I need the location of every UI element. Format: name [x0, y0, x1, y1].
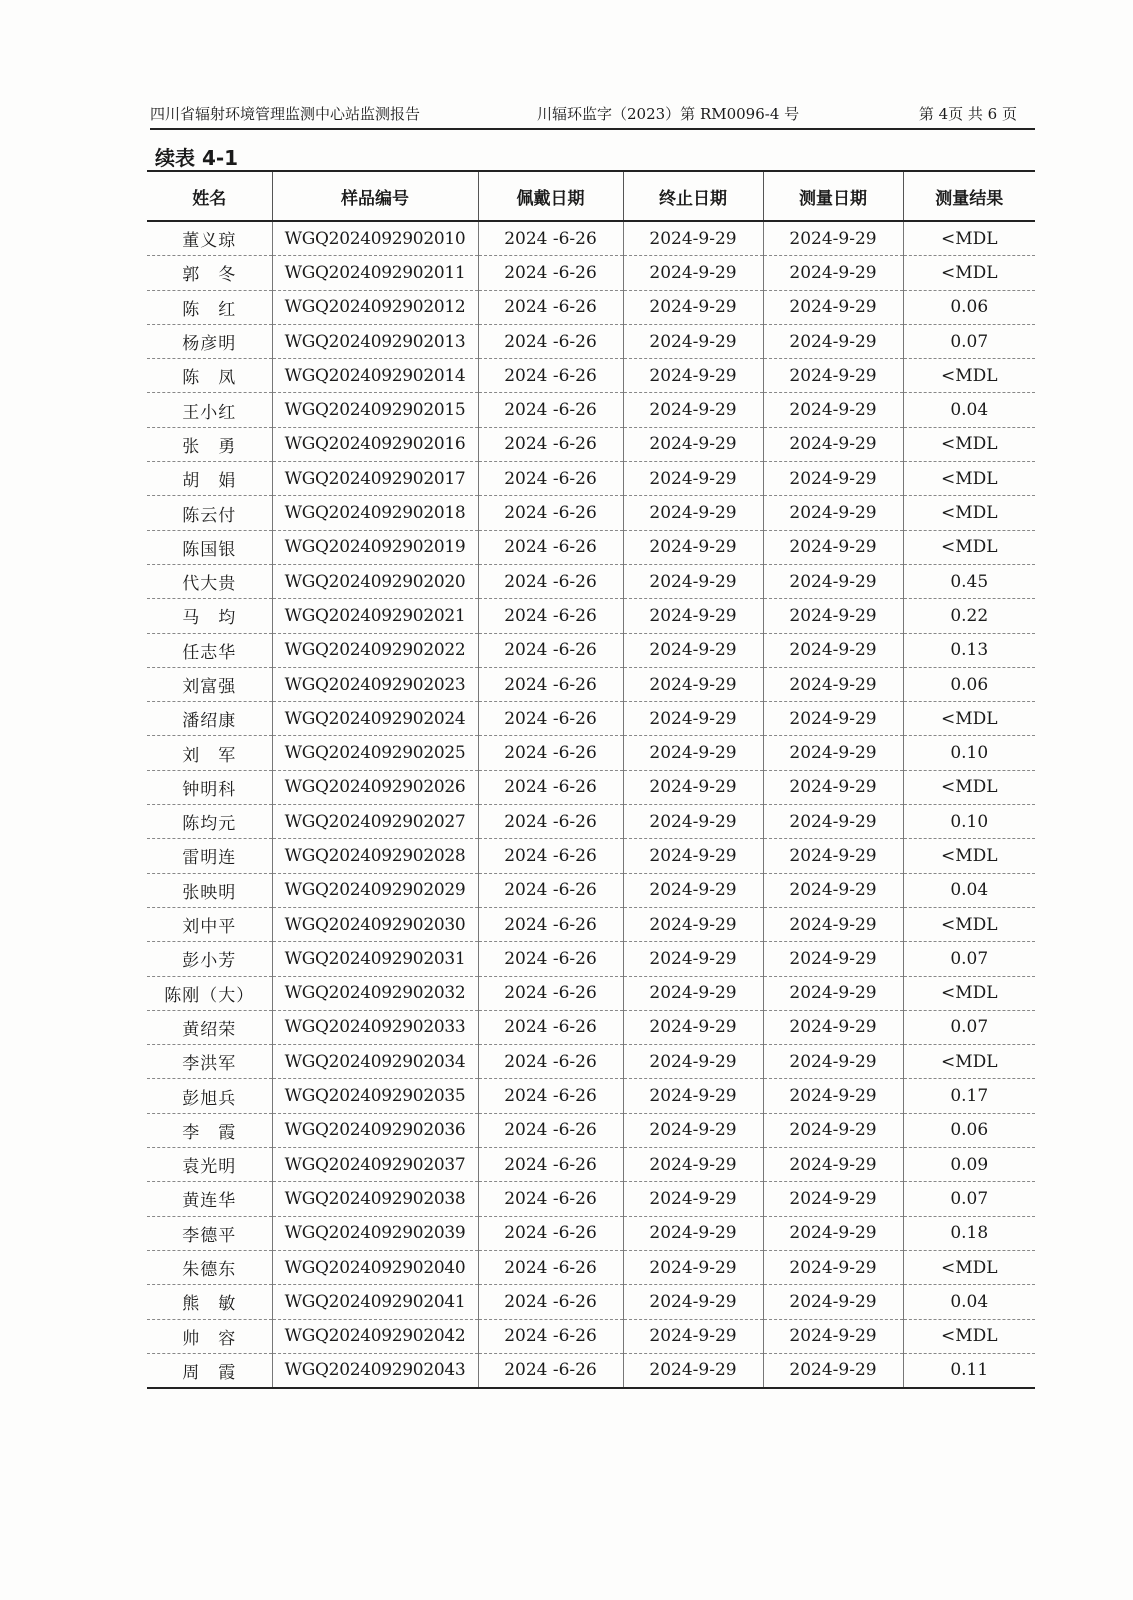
cell-result: 0.13: [903, 633, 1035, 667]
cell-result: 0.07: [903, 942, 1035, 976]
cell-measure-date: 2024-9-29: [763, 1079, 903, 1113]
table-row: [147, 1285, 1035, 1319]
cell-end-date: 2024-9-29: [623, 736, 763, 770]
cell-end-date: 2024-9-29: [623, 702, 763, 736]
table-row: [147, 359, 1035, 393]
cell-measure-date: 2024-9-29: [763, 462, 903, 496]
cell-result: <MDL: [903, 427, 1035, 461]
cell-result: 0.04: [903, 1285, 1035, 1319]
cell-end-date: 2024-9-29: [623, 564, 763, 598]
cell-result: <MDL: [903, 770, 1035, 804]
cell-end-date: 2024-9-29: [623, 839, 763, 873]
cell-measure-date: 2024-9-29: [763, 839, 903, 873]
table-row: [147, 1113, 1035, 1147]
cell-result: <MDL: [903, 976, 1035, 1010]
cell-end-date: 2024-9-29: [623, 1079, 763, 1113]
cell-measure-date: 2024-9-29: [763, 324, 903, 358]
cell-name: 张映明: [147, 873, 272, 907]
cell-result: 0.07: [903, 1010, 1035, 1044]
cell-wear-date: 2024 -6-26: [478, 1216, 623, 1250]
cell-wear-date: 2024 -6-26: [478, 427, 623, 461]
table-row: [147, 221, 1035, 256]
cell-result: 0.07: [903, 1182, 1035, 1216]
cell-result: <MDL: [903, 1319, 1035, 1353]
cell-sample-id: WGQ2024092902036: [272, 1113, 478, 1147]
table-row: [147, 1079, 1035, 1113]
table-row: [147, 667, 1035, 701]
cell-measure-date: 2024-9-29: [763, 1045, 903, 1079]
cell-wear-date: 2024 -6-26: [478, 667, 623, 701]
table-row: [147, 599, 1035, 633]
cell-wear-date: 2024 -6-26: [478, 1285, 623, 1319]
cell-wear-date: 2024 -6-26: [478, 976, 623, 1010]
cell-sample-id: WGQ2024092902013: [272, 324, 478, 358]
column-header-measure-date: 测量日期: [763, 171, 903, 221]
cell-result: <MDL: [903, 1045, 1035, 1079]
cell-name: 李 霞: [147, 1113, 272, 1147]
cell-end-date: 2024-9-29: [623, 1182, 763, 1216]
cell-wear-date: 2024 -6-26: [478, 1319, 623, 1353]
table-row: [147, 702, 1035, 736]
cell-sample-id: WGQ2024092902015: [272, 393, 478, 427]
cell-result: 0.09: [903, 1148, 1035, 1182]
cell-sample-id: WGQ2024092902035: [272, 1079, 478, 1113]
cell-sample-id: WGQ2024092902016: [272, 427, 478, 461]
cell-name: 彭旭兵: [147, 1079, 272, 1113]
table-row: [147, 530, 1035, 564]
cell-measure-date: 2024-9-29: [763, 496, 903, 530]
cell-result: 0.10: [903, 805, 1035, 839]
cell-measure-date: 2024-9-29: [763, 1216, 903, 1250]
cell-name: 陈刚（大）: [147, 976, 272, 1010]
cell-measure-date: 2024-9-29: [763, 393, 903, 427]
cell-measure-date: 2024-9-29: [763, 1319, 903, 1353]
cell-end-date: 2024-9-29: [623, 667, 763, 701]
cell-result: <MDL: [903, 839, 1035, 873]
cell-wear-date: 2024 -6-26: [478, 290, 623, 324]
cell-name: 张 勇: [147, 427, 272, 461]
cell-name: 刘 军: [147, 736, 272, 770]
cell-sample-id: WGQ2024092902030: [272, 907, 478, 941]
table-row: [147, 1148, 1035, 1182]
cell-sample-id: WGQ2024092902011: [272, 256, 478, 290]
cell-sample-id: WGQ2024092902039: [272, 1216, 478, 1250]
cell-name: 刘富强: [147, 667, 272, 701]
table-row: [147, 1216, 1035, 1250]
table-header-row: [147, 171, 1035, 221]
cell-wear-date: 2024 -6-26: [478, 805, 623, 839]
cell-wear-date: 2024 -6-26: [478, 599, 623, 633]
cell-end-date: 2024-9-29: [623, 221, 763, 256]
cell-end-date: 2024-9-29: [623, 873, 763, 907]
cell-wear-date: 2024 -6-26: [478, 1010, 623, 1044]
cell-end-date: 2024-9-29: [623, 1250, 763, 1284]
cell-sample-id: WGQ2024092902023: [272, 667, 478, 701]
cell-result: <MDL: [903, 462, 1035, 496]
cell-end-date: 2024-9-29: [623, 462, 763, 496]
cell-measure-date: 2024-9-29: [763, 1250, 903, 1284]
cell-result: <MDL: [903, 907, 1035, 941]
cell-wear-date: 2024 -6-26: [478, 736, 623, 770]
cell-end-date: 2024-9-29: [623, 1319, 763, 1353]
cell-name: 钟明科: [147, 770, 272, 804]
cell-end-date: 2024-9-29: [623, 1045, 763, 1079]
cell-sample-id: WGQ2024092902017: [272, 462, 478, 496]
table-row: [147, 1319, 1035, 1353]
cell-wear-date: 2024 -6-26: [478, 530, 623, 564]
cell-wear-date: 2024 -6-26: [478, 702, 623, 736]
table-row: [147, 907, 1035, 941]
cell-sample-id: WGQ2024092902038: [272, 1182, 478, 1216]
cell-result: 0.11: [903, 1353, 1035, 1388]
cell-sample-id: WGQ2024092902018: [272, 496, 478, 530]
cell-wear-date: 2024 -6-26: [478, 1353, 623, 1388]
cell-result: 0.18: [903, 1216, 1035, 1250]
cell-measure-date: 2024-9-29: [763, 1113, 903, 1147]
cell-result: 0.22: [903, 599, 1035, 633]
cell-wear-date: 2024 -6-26: [478, 462, 623, 496]
table-row: [147, 256, 1035, 290]
cell-sample-id: WGQ2024092902042: [272, 1319, 478, 1353]
cell-end-date: 2024-9-29: [623, 496, 763, 530]
cell-wear-date: 2024 -6-26: [478, 359, 623, 393]
cell-result: <MDL: [903, 221, 1035, 256]
cell-name: 董义琼: [147, 221, 272, 256]
cell-result: 0.04: [903, 393, 1035, 427]
cell-sample-id: WGQ2024092902028: [272, 839, 478, 873]
cell-name: 陈云付: [147, 496, 272, 530]
cell-wear-date: 2024 -6-26: [478, 942, 623, 976]
cell-measure-date: 2024-9-29: [763, 907, 903, 941]
cell-end-date: 2024-9-29: [623, 1148, 763, 1182]
header-report-no: 川辐环监字（2023）第 RM0096-4 号: [537, 105, 800, 123]
cell-measure-date: 2024-9-29: [763, 427, 903, 461]
cell-wear-date: 2024 -6-26: [478, 770, 623, 804]
cell-result: <MDL: [903, 256, 1035, 290]
column-header-wear-date: 佩戴日期: [478, 171, 623, 221]
cell-end-date: 2024-9-29: [623, 633, 763, 667]
column-header-result: 测量结果: [903, 171, 1035, 221]
cell-end-date: 2024-9-29: [623, 1216, 763, 1250]
cell-name: 袁光明: [147, 1148, 272, 1182]
cell-end-date: 2024-9-29: [623, 1285, 763, 1319]
cell-end-date: 2024-9-29: [623, 976, 763, 1010]
cell-name: 熊 敏: [147, 1285, 272, 1319]
cell-result: <MDL: [903, 702, 1035, 736]
cell-result: 0.06: [903, 667, 1035, 701]
cell-sample-id: WGQ2024092902029: [272, 873, 478, 907]
table-row: [147, 1182, 1035, 1216]
table-row: [147, 1250, 1035, 1284]
cell-end-date: 2024-9-29: [623, 942, 763, 976]
table-row: [147, 496, 1035, 530]
cell-name: 马 均: [147, 599, 272, 633]
cell-measure-date: 2024-9-29: [763, 290, 903, 324]
cell-measure-date: 2024-9-29: [763, 667, 903, 701]
table-row: [147, 942, 1035, 976]
table-row: [147, 324, 1035, 358]
cell-name: 代大贵: [147, 564, 272, 598]
cell-wear-date: 2024 -6-26: [478, 1148, 623, 1182]
table-row: [147, 1045, 1035, 1079]
cell-measure-date: 2024-9-29: [763, 702, 903, 736]
cell-measure-date: 2024-9-29: [763, 359, 903, 393]
cell-name: 黄连华: [147, 1182, 272, 1216]
cell-measure-date: 2024-9-29: [763, 1353, 903, 1388]
cell-sample-id: WGQ2024092902037: [272, 1148, 478, 1182]
cell-name: 黄绍荣: [147, 1010, 272, 1044]
cell-end-date: 2024-9-29: [623, 530, 763, 564]
column-header-end-date: 终止日期: [623, 171, 763, 221]
table-row: [147, 976, 1035, 1010]
cell-wear-date: 2024 -6-26: [478, 1182, 623, 1216]
cell-result: 0.10: [903, 736, 1035, 770]
cell-result: <MDL: [903, 530, 1035, 564]
cell-wear-date: 2024 -6-26: [478, 496, 623, 530]
cell-name: 任志华: [147, 633, 272, 667]
table-row: [147, 564, 1035, 598]
cell-name: 郭 冬: [147, 256, 272, 290]
cell-sample-id: WGQ2024092902020: [272, 564, 478, 598]
cell-sample-id: WGQ2024092902012: [272, 290, 478, 324]
cell-wear-date: 2024 -6-26: [478, 1250, 623, 1284]
table-row: [147, 633, 1035, 667]
cell-end-date: 2024-9-29: [623, 427, 763, 461]
cell-end-date: 2024-9-29: [623, 805, 763, 839]
column-header-name: 姓名: [147, 171, 272, 221]
results-table: [147, 170, 1035, 1389]
cell-end-date: 2024-9-29: [623, 599, 763, 633]
table-row: [147, 770, 1035, 804]
table-row: [147, 1353, 1035, 1388]
cell-wear-date: 2024 -6-26: [478, 839, 623, 873]
cell-sample-id: WGQ2024092902033: [272, 1010, 478, 1044]
cell-sample-id: WGQ2024092902034: [272, 1045, 478, 1079]
cell-sample-id: WGQ2024092902031: [272, 942, 478, 976]
header-page-number: 第 4页 共 6 页: [918, 105, 1017, 123]
cell-measure-date: 2024-9-29: [763, 976, 903, 1010]
column-header-sample-id: 样品编号: [272, 171, 478, 221]
cell-measure-date: 2024-9-29: [763, 530, 903, 564]
cell-name: 潘绍康: [147, 702, 272, 736]
cell-wear-date: 2024 -6-26: [478, 907, 623, 941]
cell-sample-id: WGQ2024092902043: [272, 1353, 478, 1388]
cell-name: 李德平: [147, 1216, 272, 1250]
cell-end-date: 2024-9-29: [623, 1010, 763, 1044]
cell-measure-date: 2024-9-29: [763, 221, 903, 256]
cell-name: 胡 娟: [147, 462, 272, 496]
cell-measure-date: 2024-9-29: [763, 1148, 903, 1182]
table-body: [147, 221, 1035, 1388]
cell-end-date: 2024-9-29: [623, 256, 763, 290]
table-row: [147, 290, 1035, 324]
cell-measure-date: 2024-9-29: [763, 942, 903, 976]
cell-measure-date: 2024-9-29: [763, 1182, 903, 1216]
cell-sample-id: WGQ2024092902019: [272, 530, 478, 564]
cell-sample-id: WGQ2024092902040: [272, 1250, 478, 1284]
cell-sample-id: WGQ2024092902025: [272, 736, 478, 770]
cell-wear-date: 2024 -6-26: [478, 256, 623, 290]
cell-wear-date: 2024 -6-26: [478, 324, 623, 358]
page-header: [150, 100, 1035, 130]
cell-name: 陈均元: [147, 805, 272, 839]
cell-end-date: 2024-9-29: [623, 770, 763, 804]
cell-wear-date: 2024 -6-26: [478, 633, 623, 667]
cell-wear-date: 2024 -6-26: [478, 393, 623, 427]
cell-measure-date: 2024-9-29: [763, 770, 903, 804]
cell-wear-date: 2024 -6-26: [478, 1079, 623, 1113]
cell-name: 彭小芳: [147, 942, 272, 976]
cell-wear-date: 2024 -6-26: [478, 873, 623, 907]
cell-wear-date: 2024 -6-26: [478, 1045, 623, 1079]
table-row: [147, 805, 1035, 839]
table-caption: 续表 4-1: [155, 146, 239, 170]
cell-wear-date: 2024 -6-26: [478, 221, 623, 256]
cell-measure-date: 2024-9-29: [763, 1285, 903, 1319]
cell-result: <MDL: [903, 1250, 1035, 1284]
cell-name: 杨彦明: [147, 324, 272, 358]
cell-name: 雷明连: [147, 839, 272, 873]
cell-end-date: 2024-9-29: [623, 290, 763, 324]
table-row: [147, 393, 1035, 427]
table-row: [147, 736, 1035, 770]
cell-name: 帅 容: [147, 1319, 272, 1353]
cell-sample-id: WGQ2024092902026: [272, 770, 478, 804]
cell-result: <MDL: [903, 496, 1035, 530]
cell-sample-id: WGQ2024092902027: [272, 805, 478, 839]
cell-end-date: 2024-9-29: [623, 324, 763, 358]
table-row: [147, 462, 1035, 496]
cell-measure-date: 2024-9-29: [763, 1010, 903, 1044]
cell-name: 陈 凤: [147, 359, 272, 393]
cell-end-date: 2024-9-29: [623, 907, 763, 941]
cell-name: 王小红: [147, 393, 272, 427]
cell-result: <MDL: [903, 359, 1035, 393]
cell-result: 0.06: [903, 290, 1035, 324]
cell-result: 0.45: [903, 564, 1035, 598]
cell-measure-date: 2024-9-29: [763, 873, 903, 907]
cell-sample-id: WGQ2024092902014: [272, 359, 478, 393]
cell-end-date: 2024-9-29: [623, 393, 763, 427]
cell-sample-id: WGQ2024092902022: [272, 633, 478, 667]
cell-measure-date: 2024-9-29: [763, 805, 903, 839]
cell-result: 0.07: [903, 324, 1035, 358]
cell-end-date: 2024-9-29: [623, 1353, 763, 1388]
cell-measure-date: 2024-9-29: [763, 256, 903, 290]
cell-end-date: 2024-9-29: [623, 1113, 763, 1147]
cell-measure-date: 2024-9-29: [763, 633, 903, 667]
header-org: 四川省辐射环境管理监测中心站监测报告: [150, 105, 421, 123]
cell-wear-date: 2024 -6-26: [478, 1113, 623, 1147]
cell-name: 陈 红: [147, 290, 272, 324]
table-row: [147, 1010, 1035, 1044]
cell-sample-id: WGQ2024092902024: [272, 702, 478, 736]
cell-name: 周 霞: [147, 1353, 272, 1388]
cell-name: 朱德东: [147, 1250, 272, 1284]
cell-wear-date: 2024 -6-26: [478, 564, 623, 598]
cell-name: 李洪军: [147, 1045, 272, 1079]
cell-name: 陈国银: [147, 530, 272, 564]
cell-sample-id: WGQ2024092902010: [272, 221, 478, 256]
cell-result: 0.04: [903, 873, 1035, 907]
cell-sample-id: WGQ2024092902021: [272, 599, 478, 633]
cell-sample-id: WGQ2024092902032: [272, 976, 478, 1010]
table-row: [147, 873, 1035, 907]
cell-end-date: 2024-9-29: [623, 359, 763, 393]
cell-result: 0.17: [903, 1079, 1035, 1113]
cell-result: 0.06: [903, 1113, 1035, 1147]
cell-name: 刘中平: [147, 907, 272, 941]
table-row: [147, 839, 1035, 873]
cell-sample-id: WGQ2024092902041: [272, 1285, 478, 1319]
cell-measure-date: 2024-9-29: [763, 736, 903, 770]
table-row: [147, 427, 1035, 461]
cell-measure-date: 2024-9-29: [763, 599, 903, 633]
cell-measure-date: 2024-9-29: [763, 564, 903, 598]
